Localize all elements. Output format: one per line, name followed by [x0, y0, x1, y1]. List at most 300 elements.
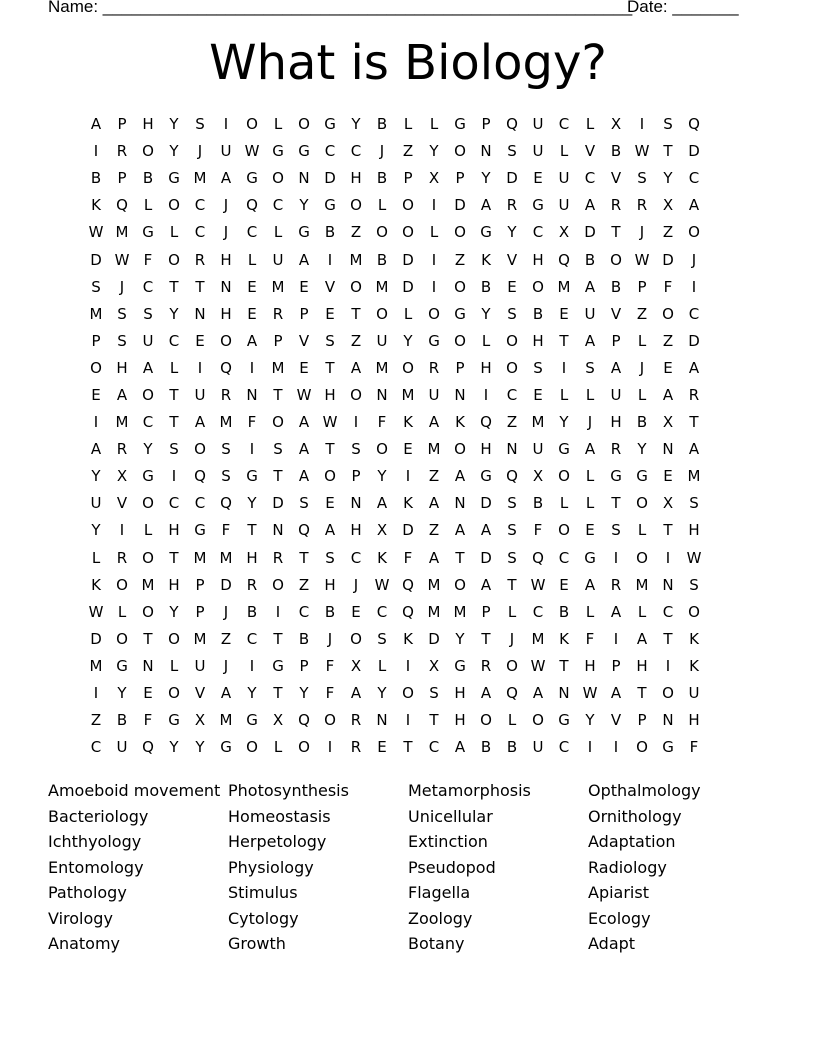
- grid-letter[interactable]: B: [376, 169, 388, 188]
- grid-letter[interactable]: A: [194, 413, 206, 432]
- grid-letter[interactable]: T: [429, 711, 439, 730]
- grid-letter[interactable]: E: [325, 304, 335, 323]
- grid-letter[interactable]: O: [636, 548, 648, 567]
- grid-letter[interactable]: M: [89, 656, 103, 675]
- grid-letter[interactable]: L: [377, 196, 387, 215]
- grid-letter[interactable]: O: [428, 304, 440, 323]
- grid-letter[interactable]: B: [480, 277, 492, 296]
- grid-letter[interactable]: E: [299, 358, 309, 377]
- grid-letter[interactable]: P: [481, 115, 491, 134]
- grid-letter[interactable]: R: [350, 738, 362, 757]
- grid-letter[interactable]: S: [325, 331, 335, 350]
- grid-letter[interactable]: A: [584, 440, 596, 459]
- grid-letter[interactable]: U: [558, 169, 570, 188]
- grid-letter[interactable]: Z: [298, 575, 310, 594]
- grid-letter[interactable]: I: [93, 142, 99, 161]
- grid-letter[interactable]: C: [194, 494, 206, 513]
- grid-letter[interactable]: O: [376, 440, 388, 459]
- grid-letter[interactable]: D: [584, 223, 596, 242]
- grid-letter[interactable]: M: [427, 575, 441, 594]
- grid-letter[interactable]: C: [194, 196, 206, 215]
- grid-letter[interactable]: O: [142, 142, 154, 161]
- grid-letter[interactable]: W: [244, 142, 260, 161]
- grid-letter[interactable]: T: [481, 629, 491, 648]
- grid-letter[interactable]: C: [90, 738, 102, 757]
- grid-letter[interactable]: W: [686, 548, 702, 567]
- grid-letter[interactable]: M: [375, 358, 389, 377]
- grid-letter[interactable]: J: [353, 575, 359, 594]
- grid-letter[interactable]: P: [403, 169, 413, 188]
- grid-letter[interactable]: L: [585, 385, 595, 404]
- grid-letter[interactable]: A: [454, 467, 466, 486]
- grid-letter[interactable]: U: [116, 738, 128, 757]
- grid-letter[interactable]: U: [688, 684, 700, 703]
- grid-letter[interactable]: J: [223, 602, 229, 621]
- grid-letter[interactable]: Y: [507, 223, 517, 242]
- grid-letter[interactable]: N: [558, 684, 570, 703]
- grid-letter[interactable]: X: [558, 223, 570, 242]
- grid-letter[interactable]: B: [532, 494, 544, 513]
- grid-letter[interactable]: R: [428, 358, 440, 377]
- grid-letter[interactable]: G: [636, 467, 648, 486]
- grid-letter[interactable]: F: [143, 711, 153, 730]
- grid-letter[interactable]: Y: [169, 602, 179, 621]
- grid-letter[interactable]: S: [221, 440, 231, 459]
- grid-letter[interactable]: A: [90, 115, 102, 134]
- grid-letter[interactable]: Z: [506, 413, 518, 432]
- grid-letter[interactable]: A: [662, 385, 674, 404]
- grid-letter[interactable]: C: [194, 223, 206, 242]
- grid-letter[interactable]: I: [327, 250, 333, 269]
- grid-letter[interactable]: O: [350, 629, 362, 648]
- grid-letter[interactable]: A: [324, 521, 336, 540]
- grid-letter[interactable]: L: [507, 711, 517, 730]
- grid-letter[interactable]: L: [507, 602, 517, 621]
- grid-letter[interactable]: D: [688, 331, 700, 350]
- grid-letter[interactable]: M: [115, 413, 129, 432]
- grid-letter[interactable]: R: [610, 575, 622, 594]
- grid-letter[interactable]: D: [220, 575, 232, 594]
- grid-letter[interactable]: I: [587, 738, 593, 757]
- grid-letter[interactable]: D: [454, 196, 466, 215]
- grid-letter[interactable]: Q: [298, 711, 310, 730]
- grid-letter[interactable]: H: [168, 575, 180, 594]
- grid-letter[interactable]: I: [405, 656, 411, 675]
- grid-letter[interactable]: A: [298, 467, 310, 486]
- grid-letter[interactable]: C: [558, 115, 570, 134]
- grid-letter[interactable]: U: [194, 385, 206, 404]
- grid-letter[interactable]: O: [142, 494, 154, 513]
- grid-letter[interactable]: N: [506, 440, 518, 459]
- grid-letter[interactable]: D: [480, 548, 492, 567]
- grid-letter[interactable]: J: [587, 413, 593, 432]
- grid-letter[interactable]: I: [249, 440, 255, 459]
- grid-letter[interactable]: D: [272, 494, 284, 513]
- grid-letter[interactable]: C: [558, 738, 570, 757]
- grid-letter[interactable]: O: [142, 548, 154, 567]
- grid-letter[interactable]: G: [532, 196, 544, 215]
- grid-letter[interactable]: W: [296, 385, 312, 404]
- grid-letter[interactable]: F: [247, 413, 257, 432]
- grid-letter[interactable]: N: [298, 169, 310, 188]
- grid-letter[interactable]: N: [376, 385, 388, 404]
- grid-letter[interactable]: G: [220, 738, 232, 757]
- grid-letter[interactable]: G: [194, 521, 206, 540]
- grid-letter[interactable]: L: [559, 142, 569, 161]
- grid-letter[interactable]: D: [506, 169, 518, 188]
- grid-letter[interactable]: A: [532, 684, 544, 703]
- grid-letter[interactable]: Q: [116, 196, 128, 215]
- grid-letter[interactable]: Z: [402, 142, 414, 161]
- grid-letter[interactable]: M: [531, 629, 545, 648]
- grid-letter[interactable]: B: [246, 602, 258, 621]
- grid-letter[interactable]: T: [689, 413, 699, 432]
- grid-letter[interactable]: O: [376, 223, 388, 242]
- grid-letter[interactable]: G: [272, 656, 284, 675]
- grid-letter[interactable]: C: [272, 196, 284, 215]
- grid-letter[interactable]: J: [691, 250, 697, 269]
- grid-letter[interactable]: L: [585, 467, 595, 486]
- grid-letter[interactable]: A: [584, 331, 596, 350]
- grid-letter[interactable]: Y: [169, 304, 179, 323]
- grid-letter[interactable]: B: [636, 413, 648, 432]
- grid-letter[interactable]: A: [454, 738, 466, 757]
- grid-letter[interactable]: Q: [402, 575, 414, 594]
- grid-letter[interactable]: N: [220, 277, 232, 296]
- grid-letter[interactable]: Y: [117, 684, 127, 703]
- grid-letter[interactable]: L: [585, 494, 595, 513]
- grid-letter[interactable]: M: [219, 413, 233, 432]
- grid-letter[interactable]: N: [662, 440, 674, 459]
- grid-letter[interactable]: U: [532, 142, 544, 161]
- grid-letter[interactable]: B: [142, 169, 154, 188]
- grid-letter[interactable]: Z: [428, 467, 440, 486]
- grid-letter[interactable]: E: [195, 331, 205, 350]
- grid-letter[interactable]: N: [350, 494, 362, 513]
- grid-letter[interactable]: O: [454, 440, 466, 459]
- grid-letter[interactable]: D: [324, 169, 336, 188]
- grid-letter[interactable]: J: [197, 142, 203, 161]
- grid-letter[interactable]: G: [558, 440, 570, 459]
- grid-letter[interactable]: Y: [91, 521, 101, 540]
- grid-letter[interactable]: N: [376, 711, 388, 730]
- grid-letter[interactable]: F: [221, 521, 231, 540]
- grid-letter[interactable]: P: [455, 169, 465, 188]
- grid-letter[interactable]: H: [168, 521, 180, 540]
- grid-letter[interactable]: L: [637, 385, 647, 404]
- grid-letter[interactable]: O: [298, 115, 310, 134]
- grid-letter[interactable]: Q: [298, 521, 310, 540]
- grid-letter[interactable]: A: [246, 331, 258, 350]
- grid-letter[interactable]: T: [663, 521, 673, 540]
- grid-letter[interactable]: X: [662, 494, 674, 513]
- grid-letter[interactable]: P: [117, 115, 127, 134]
- grid-letter[interactable]: C: [168, 331, 180, 350]
- grid-letter[interactable]: X: [532, 467, 544, 486]
- grid-letter[interactable]: M: [401, 385, 415, 404]
- grid-letter[interactable]: M: [635, 575, 649, 594]
- grid-letter[interactable]: C: [428, 738, 440, 757]
- grid-letter[interactable]: R: [610, 440, 622, 459]
- grid-letter[interactable]: V: [584, 142, 596, 161]
- grid-letter[interactable]: F: [377, 413, 387, 432]
- grid-letter[interactable]: A: [428, 413, 440, 432]
- grid-letter[interactable]: C: [142, 413, 154, 432]
- grid-letter[interactable]: Q: [506, 467, 518, 486]
- grid-letter[interactable]: P: [611, 331, 621, 350]
- grid-letter[interactable]: E: [507, 277, 517, 296]
- grid-letter[interactable]: G: [454, 115, 466, 134]
- grid-letter[interactable]: C: [584, 169, 596, 188]
- grid-letter[interactable]: C: [662, 602, 674, 621]
- grid-letter[interactable]: T: [273, 684, 283, 703]
- grid-letter[interactable]: G: [428, 331, 440, 350]
- grid-letter[interactable]: P: [299, 304, 309, 323]
- grid-letter[interactable]: Q: [246, 196, 258, 215]
- grid-letter[interactable]: G: [246, 467, 258, 486]
- grid-letter[interactable]: C: [350, 142, 362, 161]
- grid-letter[interactable]: L: [585, 115, 595, 134]
- grid-letter[interactable]: P: [351, 467, 361, 486]
- grid-letter[interactable]: O: [454, 575, 466, 594]
- name-field[interactable]: Name: ________________________________________________________: [48, 0, 633, 16]
- grid-letter[interactable]: K: [403, 413, 413, 432]
- grid-letter[interactable]: X: [272, 711, 284, 730]
- grid-letter[interactable]: H: [220, 304, 232, 323]
- grid-letter[interactable]: L: [169, 223, 179, 242]
- grid-letter[interactable]: J: [223, 656, 229, 675]
- grid-letter[interactable]: H: [454, 684, 466, 703]
- grid-letter[interactable]: T: [195, 277, 205, 296]
- grid-letter[interactable]: J: [223, 223, 229, 242]
- grid-letter[interactable]: E: [247, 304, 257, 323]
- grid-letter[interactable]: O: [402, 358, 414, 377]
- grid-letter[interactable]: O: [272, 413, 284, 432]
- grid-letter[interactable]: G: [610, 467, 622, 486]
- grid-letter[interactable]: H: [688, 521, 700, 540]
- grid-letter[interactable]: S: [117, 331, 127, 350]
- grid-letter[interactable]: M: [219, 711, 233, 730]
- grid-letter[interactable]: O: [636, 738, 648, 757]
- grid-letter[interactable]: S: [585, 358, 595, 377]
- grid-letter[interactable]: H: [584, 656, 596, 675]
- grid-letter[interactable]: O: [220, 331, 232, 350]
- grid-letter[interactable]: M: [219, 548, 233, 567]
- grid-letter[interactable]: A: [688, 358, 700, 377]
- grid-letter[interactable]: A: [220, 684, 232, 703]
- grid-letter[interactable]: X: [428, 169, 440, 188]
- grid-letter[interactable]: K: [689, 656, 699, 675]
- grid-letter[interactable]: K: [481, 250, 491, 269]
- grid-letter[interactable]: A: [480, 521, 492, 540]
- grid-letter[interactable]: M: [427, 440, 441, 459]
- grid-letter[interactable]: B: [610, 142, 622, 161]
- grid-letter[interactable]: K: [455, 413, 465, 432]
- grid-letter[interactable]: A: [298, 250, 310, 269]
- grid-letter[interactable]: L: [559, 385, 569, 404]
- grid-letter[interactable]: A: [298, 440, 310, 459]
- grid-letter[interactable]: O: [636, 494, 648, 513]
- grid-letter[interactable]: D: [402, 277, 414, 296]
- grid-letter[interactable]: B: [376, 115, 388, 134]
- grid-letter[interactable]: L: [117, 602, 127, 621]
- grid-letter[interactable]: M: [193, 169, 207, 188]
- grid-letter[interactable]: A: [298, 413, 310, 432]
- grid-letter[interactable]: S: [221, 467, 231, 486]
- grid-letter[interactable]: T: [351, 304, 361, 323]
- grid-letter[interactable]: H: [532, 250, 544, 269]
- grid-letter[interactable]: O: [168, 684, 180, 703]
- grid-letter[interactable]: T: [559, 656, 569, 675]
- grid-letter[interactable]: K: [91, 196, 101, 215]
- grid-letter[interactable]: K: [403, 629, 413, 648]
- grid-letter[interactable]: A: [584, 196, 596, 215]
- grid-letter[interactable]: S: [507, 494, 517, 513]
- grid-letter[interactable]: Q: [142, 738, 154, 757]
- grid-letter[interactable]: W: [530, 575, 546, 594]
- grid-letter[interactable]: S: [533, 358, 543, 377]
- grid-letter[interactable]: L: [247, 250, 257, 269]
- grid-letter[interactable]: C: [246, 629, 258, 648]
- grid-letter[interactable]: W: [88, 602, 104, 621]
- grid-letter[interactable]: J: [119, 277, 125, 296]
- grid-letter[interactable]: O: [168, 196, 180, 215]
- grid-letter[interactable]: E: [585, 521, 595, 540]
- grid-letter[interactable]: T: [325, 440, 335, 459]
- grid-letter[interactable]: Q: [506, 115, 518, 134]
- grid-letter[interactable]: Y: [143, 440, 153, 459]
- grid-letter[interactable]: M: [193, 629, 207, 648]
- grid-letter[interactable]: X: [194, 711, 206, 730]
- grid-letter[interactable]: H: [350, 169, 362, 188]
- grid-letter[interactable]: S: [299, 494, 309, 513]
- grid-letter[interactable]: L: [377, 656, 387, 675]
- grid-letter[interactable]: R: [116, 142, 128, 161]
- grid-letter[interactable]: R: [688, 385, 700, 404]
- grid-letter[interactable]: C: [246, 223, 258, 242]
- grid-letter[interactable]: A: [480, 196, 492, 215]
- grid-letter[interactable]: T: [663, 142, 673, 161]
- grid-letter[interactable]: I: [431, 250, 437, 269]
- grid-letter[interactable]: U: [532, 115, 544, 134]
- grid-letter[interactable]: Q: [402, 602, 414, 621]
- grid-letter[interactable]: A: [584, 575, 596, 594]
- grid-letter[interactable]: B: [298, 629, 310, 648]
- grid-letter[interactable]: A: [480, 684, 492, 703]
- grid-letter[interactable]: T: [273, 629, 283, 648]
- grid-letter[interactable]: E: [143, 684, 153, 703]
- grid-letter[interactable]: M: [687, 467, 701, 486]
- date-field[interactable]: Date: _______: [627, 0, 739, 16]
- grid-letter[interactable]: Q: [194, 467, 206, 486]
- grid-letter[interactable]: V: [298, 331, 310, 350]
- grid-letter[interactable]: I: [353, 413, 359, 432]
- grid-letter[interactable]: P: [611, 656, 621, 675]
- grid-letter[interactable]: T: [247, 521, 257, 540]
- grid-letter[interactable]: G: [298, 223, 310, 242]
- grid-letter[interactable]: E: [663, 467, 673, 486]
- grid-letter[interactable]: U: [194, 656, 206, 675]
- grid-letter[interactable]: D: [688, 142, 700, 161]
- grid-letter[interactable]: W: [582, 684, 598, 703]
- grid-letter[interactable]: J: [379, 142, 385, 161]
- grid-letter[interactable]: X: [350, 656, 362, 675]
- grid-letter[interactable]: L: [481, 331, 491, 350]
- grid-letter[interactable]: I: [431, 196, 437, 215]
- grid-letter[interactable]: N: [662, 575, 674, 594]
- grid-letter[interactable]: C: [532, 602, 544, 621]
- grid-letter[interactable]: V: [610, 169, 622, 188]
- grid-letter[interactable]: A: [688, 196, 700, 215]
- grid-letter[interactable]: O: [246, 738, 258, 757]
- grid-letter[interactable]: K: [403, 494, 413, 513]
- grid-letter[interactable]: R: [194, 250, 206, 269]
- grid-letter[interactable]: W: [530, 656, 546, 675]
- grid-letter[interactable]: L: [403, 115, 413, 134]
- grid-letter[interactable]: W: [88, 223, 104, 242]
- grid-letter[interactable]: R: [610, 196, 622, 215]
- grid-letter[interactable]: Y: [455, 629, 465, 648]
- grid-letter[interactable]: Q: [532, 548, 544, 567]
- grid-letter[interactable]: D: [90, 250, 102, 269]
- grid-letter[interactable]: O: [662, 304, 674, 323]
- grid-letter[interactable]: B: [116, 711, 128, 730]
- grid-letter[interactable]: O: [532, 277, 544, 296]
- grid-letter[interactable]: O: [90, 358, 102, 377]
- grid-letter[interactable]: Y: [481, 169, 491, 188]
- grid-letter[interactable]: P: [117, 169, 127, 188]
- grid-letter[interactable]: T: [169, 413, 179, 432]
- grid-letter[interactable]: X: [116, 467, 128, 486]
- grid-letter[interactable]: Y: [481, 304, 491, 323]
- grid-letter[interactable]: Y: [585, 711, 595, 730]
- grid-letter[interactable]: W: [634, 250, 650, 269]
- grid-letter[interactable]: M: [453, 602, 467, 621]
- grid-letter[interactable]: H: [350, 521, 362, 540]
- grid-letter[interactable]: O: [558, 521, 570, 540]
- grid-letter[interactable]: D: [402, 250, 414, 269]
- grid-letter[interactable]: C: [532, 223, 544, 242]
- grid-letter[interactable]: H: [636, 656, 648, 675]
- grid-letter[interactable]: L: [559, 494, 569, 513]
- grid-letter[interactable]: I: [613, 738, 619, 757]
- grid-letter[interactable]: A: [116, 385, 128, 404]
- grid-letter[interactable]: U: [532, 440, 544, 459]
- grid-letter[interactable]: P: [91, 331, 101, 350]
- grid-letter[interactable]: E: [299, 277, 309, 296]
- grid-letter[interactable]: M: [115, 223, 129, 242]
- grid-letter[interactable]: D: [402, 521, 414, 540]
- grid-letter[interactable]: A: [350, 358, 362, 377]
- grid-letter[interactable]: J: [327, 629, 333, 648]
- grid-letter[interactable]: E: [533, 169, 543, 188]
- grid-letter[interactable]: G: [168, 169, 180, 188]
- grid-letter[interactable]: I: [249, 656, 255, 675]
- grid-letter[interactable]: O: [142, 385, 154, 404]
- grid-letter[interactable]: A: [428, 548, 440, 567]
- grid-letter[interactable]: H: [116, 358, 128, 377]
- grid-letter[interactable]: S: [663, 115, 673, 134]
- grid-letter[interactable]: L: [169, 358, 179, 377]
- grid-letter[interactable]: T: [299, 548, 309, 567]
- grid-letter[interactable]: N: [480, 142, 492, 161]
- grid-letter[interactable]: V: [194, 684, 206, 703]
- grid-letter[interactable]: O: [142, 602, 154, 621]
- grid-letter[interactable]: S: [689, 494, 699, 513]
- grid-letter[interactable]: L: [637, 331, 647, 350]
- grid-letter[interactable]: Z: [350, 331, 362, 350]
- grid-letter[interactable]: M: [375, 277, 389, 296]
